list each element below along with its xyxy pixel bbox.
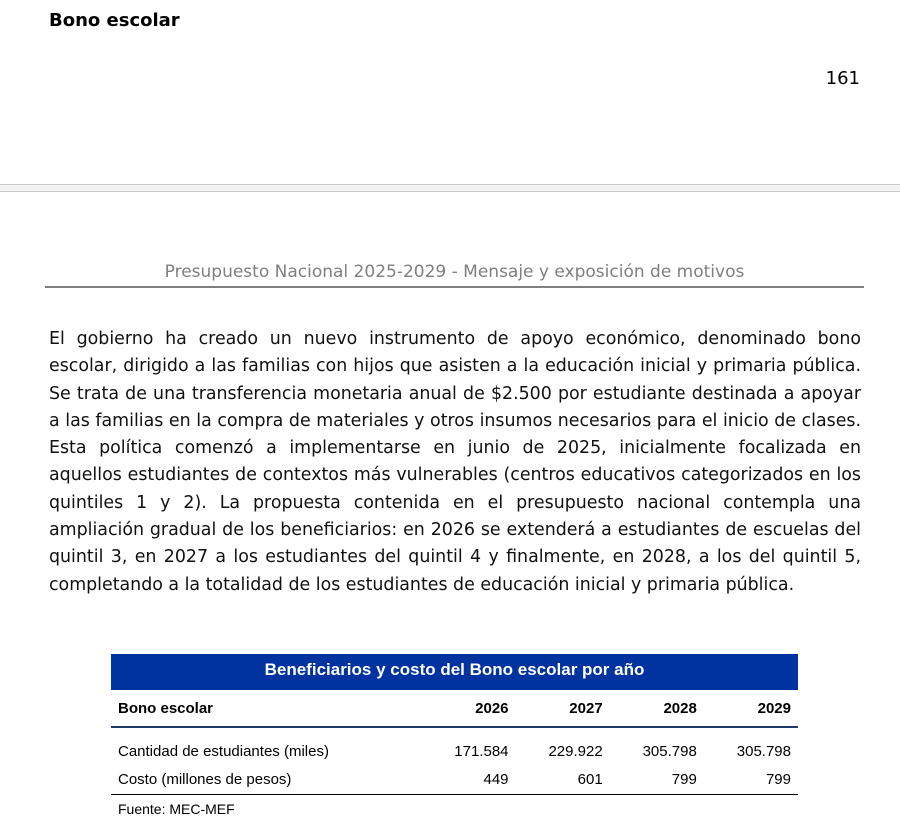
table-cell: 601 bbox=[516, 764, 610, 795]
table-header-cell: 2026 bbox=[421, 690, 515, 727]
document-running-header: Presupuesto Nacional 2025-2029 - Mensaje y exposición de motivos bbox=[45, 262, 864, 288]
table-cell: 799 bbox=[704, 764, 798, 795]
data-table bbox=[111, 690, 798, 795]
table-row bbox=[111, 727, 798, 764]
table-header-cell: 2029 bbox=[704, 690, 798, 727]
table-header-cell: 2028 bbox=[610, 690, 704, 727]
table-cell: 799 bbox=[610, 764, 704, 795]
page-number: 161 bbox=[825, 68, 860, 89]
table-cell: Cantidad de estudiantes (miles) bbox=[118, 742, 329, 760]
table-cell: 171.584 bbox=[454, 742, 509, 760]
table-header-cell: 2027 bbox=[516, 690, 610, 727]
table-cell: 449 bbox=[421, 764, 515, 795]
table-cell: 305.798 bbox=[736, 742, 791, 760]
table-row bbox=[111, 764, 798, 795]
section-heading: Bono escolar bbox=[49, 10, 180, 31]
table-header-row bbox=[111, 690, 798, 727]
table-source-note: Fuente: MEC-MEF bbox=[118, 801, 235, 817]
table-cell: 229.922 bbox=[548, 742, 603, 760]
table-cell: Costo (millones de pesos) bbox=[111, 764, 421, 795]
table-header-cell: Bono escolar bbox=[111, 690, 421, 727]
table-title: Beneficiarios y costo del Bono escolar por año bbox=[111, 654, 798, 690]
page-break-divider bbox=[0, 184, 900, 192]
body-paragraph: El gobierno ha creado un nuevo instrumento de apoyo económico, denominado bono escolar, dirigido a las familias con hijos que asisten a la educación inicial y primaria pública. Se trata de una transferencia monetaria anual de $2.500 por estudiante destinada a apoyar a las familias en la compra de materiales y otros insumos necesarios para el inicio de clases. Esta política comenzó a implementarse en junio de 2025, inicialmente focalizada en aquellos estudiantes de contextos más vulnerables (centros educativos categorizados en los quintiles 1 y 2). La propuesta contenida en el presupuesto nacional contempla una ampliación gradual de los beneficiarios: en 2026 se extenderá a estudiantes de escuelas del quintil 3, en 2027 a los estudiantes del quintil 4 y finalmente, en 2028, a los del quintil 5, completando a la totalidad de los estudiantes de educación inicial y primaria pública. bbox=[49, 329, 861, 595]
beneficiaries-table bbox=[111, 654, 798, 817]
table-cell: 305.798 bbox=[642, 742, 697, 760]
